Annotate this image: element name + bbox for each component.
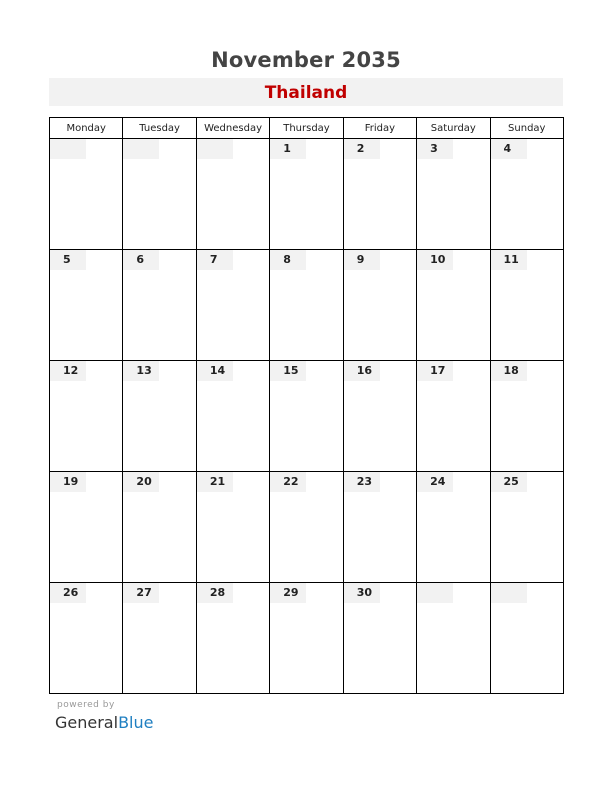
brand-logo[interactable]: [55, 712, 153, 734]
day-number: 21: [197, 472, 233, 492]
week-row: [50, 250, 564, 361]
day-number: 10: [417, 250, 453, 270]
day-cell: [50, 139, 123, 250]
day-cell: [123, 472, 196, 583]
day-number: 3: [417, 139, 453, 159]
brand-general-text: General: [55, 713, 119, 732]
weekday-thursday: Thursday: [270, 118, 343, 139]
day-cell: [417, 361, 490, 472]
day-cell: [270, 250, 343, 361]
brand-blue-text: Blue: [118, 713, 154, 732]
day-number: 25: [491, 472, 527, 492]
day-number: 18: [491, 361, 527, 381]
day-number: [50, 139, 86, 159]
day-number: 24: [417, 472, 453, 492]
day-number: 5: [50, 250, 86, 270]
day-cell: [270, 472, 343, 583]
day-cell: [490, 583, 563, 694]
weekday-sunday: Sunday: [490, 118, 563, 139]
day-number: 26: [50, 583, 86, 603]
powered-by-text: powered by: [57, 700, 115, 710]
day-number: 9: [344, 250, 380, 270]
day-cell: [123, 361, 196, 472]
day-cell: [343, 250, 416, 361]
day-number: 11: [491, 250, 527, 270]
day-number: 15: [270, 361, 306, 381]
day-number: 7: [197, 250, 233, 270]
day-number: 22: [270, 472, 306, 492]
day-number: 23: [344, 472, 380, 492]
day-cell: [50, 361, 123, 472]
day-cell: [196, 472, 269, 583]
weekday-saturday: Saturday: [417, 118, 490, 139]
day-cell: [417, 139, 490, 250]
day-number: [197, 139, 233, 159]
day-cell: [196, 361, 269, 472]
country-banner: [49, 78, 563, 106]
day-number: 8: [270, 250, 306, 270]
weekday-wednesday: Wednesday: [196, 118, 269, 139]
day-cell: [417, 583, 490, 694]
day-cell: [343, 472, 416, 583]
week-row: [50, 583, 564, 694]
day-cell: [50, 583, 123, 694]
day-cell: [196, 139, 269, 250]
country-name: Thailand: [264, 83, 348, 103]
day-cell: [196, 583, 269, 694]
day-number: 6: [123, 250, 159, 270]
day-cell: [343, 583, 416, 694]
day-cell: [123, 139, 196, 250]
day-number: 16: [344, 361, 380, 381]
day-cell: [490, 250, 563, 361]
calendar-grid: [49, 117, 564, 694]
week-row: [50, 361, 564, 472]
day-cell: [50, 472, 123, 583]
weekday-monday: Monday: [50, 118, 123, 139]
day-number: 12: [50, 361, 86, 381]
day-number: 20: [123, 472, 159, 492]
weekday-header-row: [50, 118, 564, 139]
day-cell: [343, 139, 416, 250]
week-row: [50, 139, 564, 250]
day-cell: [123, 250, 196, 361]
weekday-tuesday: Tuesday: [123, 118, 196, 139]
week-row: [50, 472, 564, 583]
page-title: November 2035: [211, 48, 401, 72]
day-cell: [270, 361, 343, 472]
day-number: 1: [270, 139, 306, 159]
day-number: 28: [197, 583, 233, 603]
day-cell: [417, 250, 490, 361]
day-cell: [270, 139, 343, 250]
day-number: 29: [270, 583, 306, 603]
day-cell: [490, 361, 563, 472]
day-number: 27: [123, 583, 159, 603]
day-cell: [123, 583, 196, 694]
day-number: 30: [344, 583, 380, 603]
day-cell: [490, 472, 563, 583]
day-number: [123, 139, 159, 159]
day-number: [417, 583, 453, 603]
day-number: 13: [123, 361, 159, 381]
day-cell: [270, 583, 343, 694]
day-cell: [50, 250, 123, 361]
day-number: 14: [197, 361, 233, 381]
weekday-friday: Friday: [343, 118, 416, 139]
day-cell: [343, 361, 416, 472]
day-number: 19: [50, 472, 86, 492]
day-cell: [196, 250, 269, 361]
day-number: [491, 583, 527, 603]
day-number: 17: [417, 361, 453, 381]
day-number: 2: [344, 139, 380, 159]
day-cell: [490, 139, 563, 250]
day-number: 4: [491, 139, 527, 159]
day-cell: [417, 472, 490, 583]
